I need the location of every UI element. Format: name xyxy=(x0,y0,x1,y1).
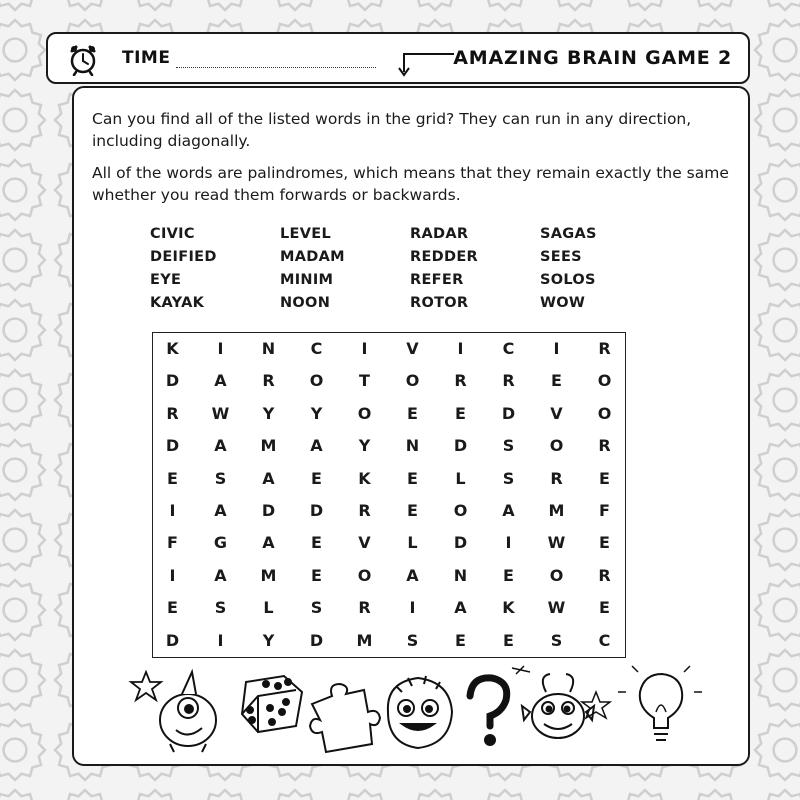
grid-letter[interactable]: S xyxy=(214,468,227,488)
lightbulb-icon xyxy=(618,666,702,740)
bug-face-icon xyxy=(522,674,610,738)
grid-letter[interactable]: M xyxy=(260,565,277,585)
grid-letter[interactable]: A xyxy=(214,565,227,585)
grid-letter[interactable]: A xyxy=(262,533,275,553)
grid-letter[interactable]: R xyxy=(598,436,611,456)
grid-letter[interactable]: O xyxy=(357,565,372,585)
grid-letter[interactable]: F xyxy=(599,501,610,520)
grid-letter[interactable]: E xyxy=(407,468,418,488)
grid-letter[interactable]: C xyxy=(310,339,323,358)
grid-letter[interactable]: E xyxy=(551,371,562,391)
word-list-item: RADAR xyxy=(410,226,469,242)
grid-letter[interactable]: E xyxy=(311,468,322,488)
grid-letter[interactable]: I xyxy=(409,598,416,618)
grid-letter[interactable]: D xyxy=(309,630,324,650)
word-list-item: SEES xyxy=(540,249,582,265)
grid-letter[interactable]: L xyxy=(407,533,418,553)
alarm-clock-icon xyxy=(66,42,100,76)
grid-letter[interactable]: R xyxy=(454,371,467,391)
game-title: AMAZING BRAIN GAME 2 xyxy=(453,47,732,69)
grid-letter[interactable]: D xyxy=(165,436,180,456)
instruction-text: All of the words are palindromes, which means that they remain exactly the same whether you read them forwards or backwards. xyxy=(92,164,729,204)
grid-letter[interactable]: D xyxy=(165,630,180,650)
grid-letter[interactable]: O xyxy=(405,371,420,391)
star-icon xyxy=(131,672,161,700)
grid-letter[interactable]: A xyxy=(406,565,419,585)
grid-letter[interactable]: L xyxy=(263,598,274,618)
grid-letter[interactable]: I xyxy=(361,339,368,358)
title-bar xyxy=(46,32,750,84)
grid-letter[interactable]: O xyxy=(549,565,564,585)
word-list-item: REDDER xyxy=(410,249,479,265)
grid-letter[interactable]: A xyxy=(214,436,227,456)
grid-letter[interactable]: A xyxy=(214,501,227,520)
letter-grid xyxy=(152,332,626,658)
grid-letter[interactable]: I xyxy=(505,533,512,553)
grid-letter[interactable]: K xyxy=(502,598,515,618)
grid-letter[interactable]: E xyxy=(599,533,610,553)
grid-letter[interactable]: I xyxy=(457,339,464,358)
grid-letter[interactable]: I xyxy=(169,565,176,585)
grid-letter[interactable]: T xyxy=(359,371,370,391)
doodle-strip xyxy=(126,662,706,758)
grid-letter[interactable]: K xyxy=(358,468,371,488)
grid-letter[interactable]: E xyxy=(311,565,322,585)
grid-letter[interactable]: C xyxy=(598,630,611,650)
word-list-item: REFER xyxy=(410,272,464,288)
grid-letter[interactable]: A xyxy=(310,436,323,456)
grid-letter[interactable]: A xyxy=(454,598,467,618)
grid-letter[interactable]: Y xyxy=(262,630,275,650)
grid-letter[interactable]: I xyxy=(217,339,224,358)
grid-letter[interactable]: N xyxy=(405,436,420,456)
grid-letter[interactable]: V xyxy=(406,339,419,358)
word-list-item: CIVIC xyxy=(150,226,195,242)
dice-icon xyxy=(242,676,302,732)
grid-letter[interactable]: O xyxy=(309,371,324,391)
grid-letter[interactable]: S xyxy=(502,436,515,456)
arrow-icon xyxy=(396,48,456,78)
grid-letter[interactable]: K xyxy=(166,339,179,358)
grid-letter[interactable]: O xyxy=(549,436,564,456)
grid-letter[interactable]: S xyxy=(310,598,323,618)
grid-letter[interactable]: O xyxy=(453,501,468,520)
grid-letter[interactable]: D xyxy=(453,533,468,553)
word-list-item: MADAM xyxy=(280,249,345,265)
grid-letter[interactable]: E xyxy=(599,598,610,618)
grid-letter[interactable]: N xyxy=(453,565,468,585)
alien-icon xyxy=(160,672,216,752)
grid-letter[interactable]: S xyxy=(214,598,227,618)
grid-letter[interactable]: L xyxy=(455,468,466,488)
time-label: TIME xyxy=(122,48,171,68)
grid-letter[interactable]: M xyxy=(356,630,373,650)
grid-letter[interactable]: O xyxy=(357,403,372,423)
grid-letter[interactable]: R xyxy=(262,371,275,391)
grid-letter[interactable]: E xyxy=(167,468,178,488)
grid-letter[interactable]: A xyxy=(262,468,275,488)
grid-letter[interactable]: E xyxy=(311,533,322,553)
word-list-item: DEIFIED xyxy=(150,249,217,265)
grid-letter[interactable]: M xyxy=(548,501,565,520)
puzzle-card xyxy=(72,86,750,766)
grid-letter[interactable]: A xyxy=(502,501,515,520)
grid-letter[interactable]: O xyxy=(597,371,612,391)
word-list-item: NOON xyxy=(280,295,331,311)
word-list-item: ROTOR xyxy=(410,295,469,311)
grid-letter[interactable]: E xyxy=(407,501,418,520)
grid-letter[interactable]: G xyxy=(213,533,228,553)
word-list-item: WOW xyxy=(540,295,586,311)
grid-letter[interactable]: D xyxy=(261,501,276,520)
grid-letter[interactable]: Y xyxy=(358,436,371,456)
word-list-item: MINIM xyxy=(280,272,334,288)
word-list-item: KAYAK xyxy=(150,295,205,311)
word-list xyxy=(150,226,650,316)
grid-letter[interactable]: R xyxy=(598,565,611,585)
grid-letter[interactable]: R xyxy=(502,371,515,391)
grid-letter[interactable]: Y xyxy=(310,403,323,423)
grid-letter[interactable]: D xyxy=(309,501,324,520)
word-list-item: LEVEL xyxy=(280,226,332,242)
grid-letter[interactable]: R xyxy=(358,501,371,520)
grid-letter[interactable]: W xyxy=(547,598,566,618)
grid-letter[interactable]: V xyxy=(550,403,563,423)
grid-letter[interactable]: D xyxy=(453,436,468,456)
word-list-item: SAGAS xyxy=(540,226,597,242)
grid-letter[interactable]: I xyxy=(169,501,176,520)
grid-letter[interactable]: V xyxy=(358,533,371,553)
grid-letter[interactable]: E xyxy=(407,403,418,423)
grid-letter[interactable]: A xyxy=(214,371,227,391)
grid-letter[interactable]: W xyxy=(547,533,566,553)
grid-letter[interactable]: Y xyxy=(262,403,275,423)
grid-letter[interactable]: M xyxy=(260,436,277,456)
grid-letter[interactable]: S xyxy=(550,630,563,650)
grid-letter[interactable]: N xyxy=(261,339,276,358)
grid-letter[interactable]: S xyxy=(502,468,515,488)
grid-letter[interactable]: E xyxy=(455,630,466,650)
grid-letter[interactable]: W xyxy=(211,403,230,423)
grid-letter[interactable]: F xyxy=(167,533,178,553)
grid-letter[interactable]: D xyxy=(165,371,180,391)
instruction-text: Can you find all of the listed words in the grid? They can run in any direction, including diagonally. xyxy=(92,110,692,150)
grid-letter[interactable]: E xyxy=(503,630,514,650)
grid-letter[interactable]: R xyxy=(598,339,611,358)
grid-letter[interactable]: C xyxy=(502,339,515,358)
grid-letter[interactable]: E xyxy=(167,598,178,618)
word-list-item: EYE xyxy=(150,272,182,288)
grid-letter[interactable]: E xyxy=(455,403,466,423)
grid-letter[interactable]: O xyxy=(597,403,612,423)
monster-icon xyxy=(388,676,452,748)
grid-letter[interactable]: R xyxy=(550,468,563,488)
grid-letter[interactable]: R xyxy=(358,598,371,618)
grid-letter[interactable]: E xyxy=(599,468,610,488)
grid-letter[interactable]: I xyxy=(553,339,560,358)
grid-letter[interactable]: R xyxy=(166,403,179,423)
grid-letter[interactable]: S xyxy=(406,630,419,650)
grid-letter[interactable]: I xyxy=(217,630,224,650)
puzzle-piece-icon xyxy=(310,684,380,752)
word-list-item: SOLOS xyxy=(540,272,596,288)
time-entry-line[interactable] xyxy=(176,67,376,68)
grid-letter[interactable]: D xyxy=(501,403,516,423)
grid-letter[interactable]: E xyxy=(503,565,514,585)
